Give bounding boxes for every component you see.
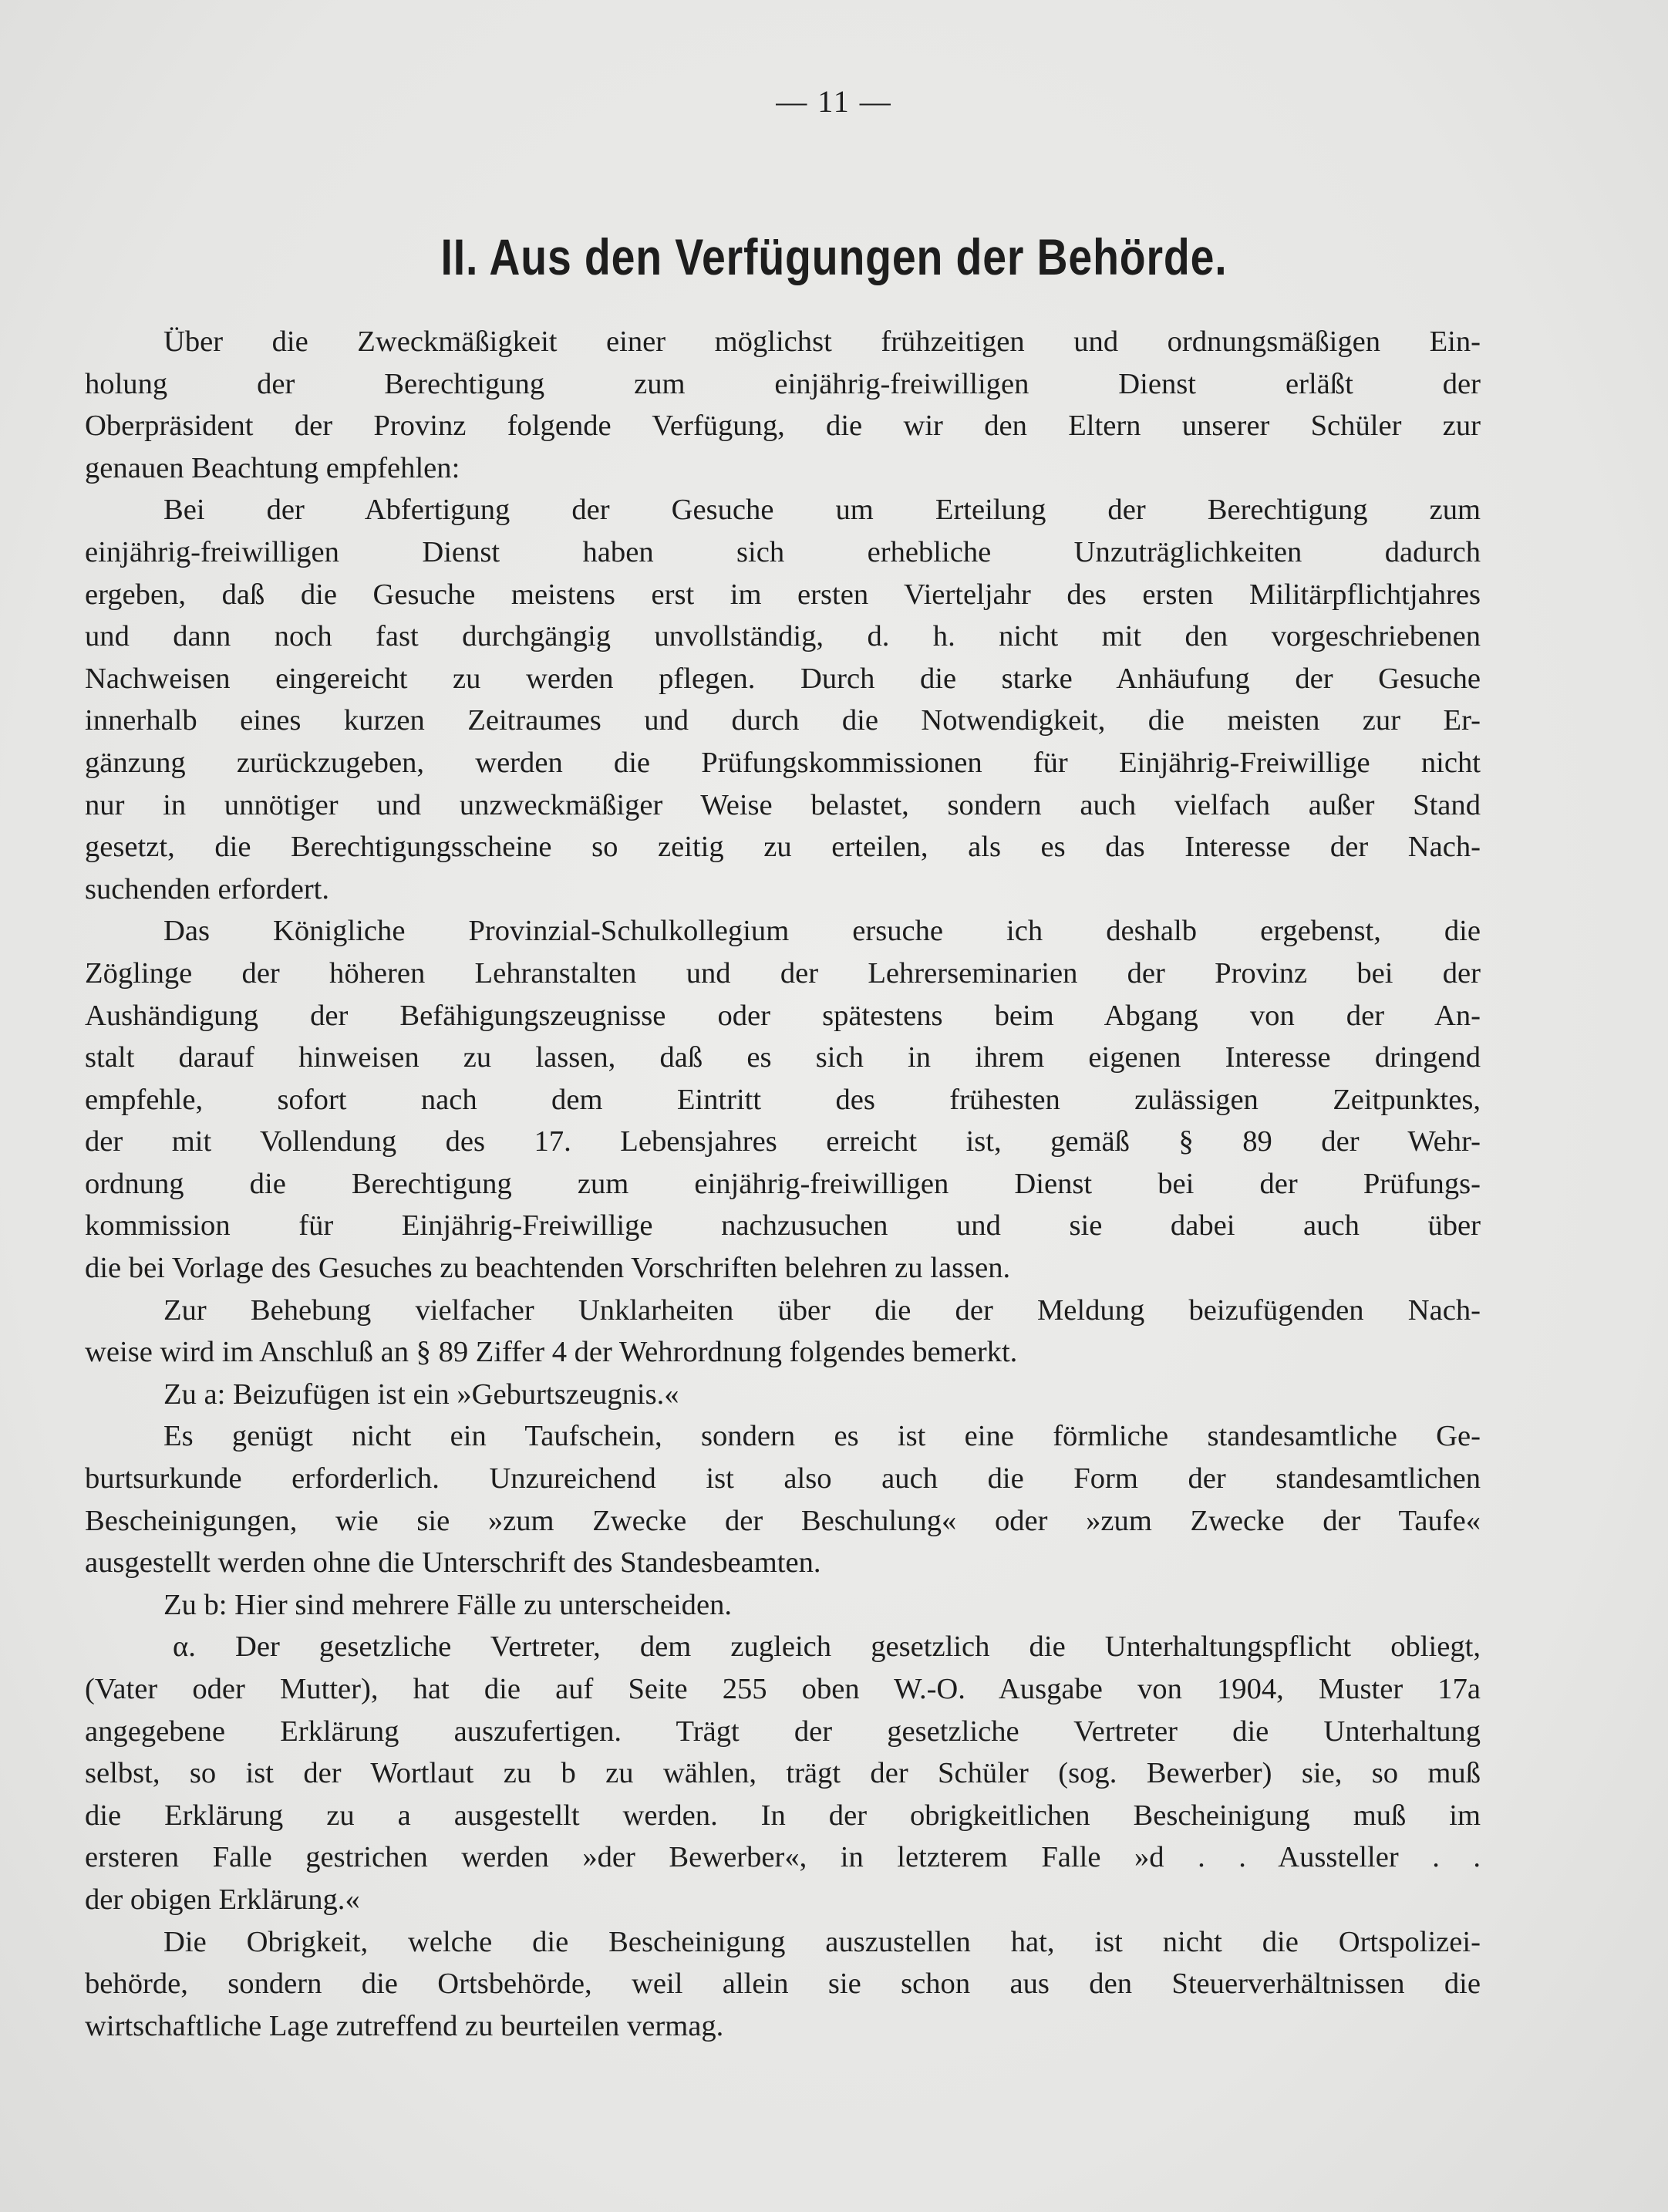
text-line: die Erklärung zu a ausgestellt werden. In der obrigkeitlichen Bescheinigung muß im (85, 1799, 1481, 1832)
text-line: (Vater oder Mutter), hat die auf Seite 255 oben W.-O. Ausgabe von 1904, Muster 17a (85, 1673, 1481, 1705)
text-line: Aushändigung der Befähigungszeugnisse oder spätestens beim Abgang von der An- (85, 999, 1481, 1032)
text-line: selbst, so ist der Wortlaut zu b zu wählen, trägt der Schüler (sog. Bewerber) sie, so muß (85, 1757, 1481, 1790)
text-line: holung der Berechtigung zum einjährig-freiwilligen Dienst erläßt der (85, 367, 1481, 400)
text-line: Nachweisen eingereicht zu werden pflegen. Durch die starke Anhäufung der Gesuche (85, 662, 1481, 695)
text-line: gänzung zurückzugeben, werden die Prüfungskommissionen für Einjährig-Freiwillige nicht (85, 746, 1481, 779)
text-line: suchenden erfordert. (85, 872, 330, 905)
text-line: ordnung die Berechtigung zum einjährig-freiwilligen Dienst bei der Prüfungs- (85, 1167, 1481, 1200)
body-text (85, 321, 1481, 2047)
section-heading: II. Aus den Verfügungen der Behörde. (440, 228, 1228, 285)
text-line: Zöglinge der höheren Lehranstalten und der Lehrerseminarien der Provinz bei der (85, 956, 1481, 990)
text-line: stalt darauf hinweisen zu lassen, daß es sich in ihrem eigenen Interesse dringend (85, 1041, 1481, 1074)
text-line: ergeben, daß die Gesuche meistens erst im ersten Vierteljahr des ersten Militärpflichtjahres (85, 578, 1481, 611)
text-line: gesetzt, die Berechtigungsscheine so zeitig zu erteilen, als es das Interesse der Nach- (85, 831, 1481, 864)
text-line: wirtschaftliche Lage zutreffend zu beurteilen vermag. (85, 2009, 724, 2042)
text-line: Zu b: Hier sind mehrere Fälle zu unterscheiden. (163, 1588, 733, 1621)
text-line: nur in unnötiger und unzweckmäßiger Weise belastet, sondern auch vielfach außer Stand (85, 788, 1481, 821)
text-line: behörde, sondern die Ortsbehörde, weil allein sie schon aus den Steuerverhältnissen die (85, 1968, 1481, 2001)
text-line: angegebene Erklärung auszufertigen. Trägt der gesetzliche Vertreter die Unterhaltung (85, 1715, 1481, 1748)
text-line: Die Obrigkeit, welche die Bescheinigung auszustellen hat, ist nicht die Ortspolizei- (163, 1925, 1481, 1958)
text-line: empfehle, sofort nach dem Eintritt des frühesten zulässigen Zeitpunktes, (85, 1083, 1481, 1116)
text-line: burtsurkunde erforderlich. Unzureichend ist also auch die Form der standesamtlichen (85, 1462, 1481, 1495)
text-line: kommission für Einjährig-Freiwillige nachzusuchen und sie dabei auch über (85, 1209, 1481, 1243)
text-line: ausgestellt werden ohne die Unterschrift des Standesbeamten. (85, 1546, 821, 1580)
text-line: der mit Vollendung des 17. Lebensjahres erreicht ist, gemäß § 89 der Wehr- (85, 1125, 1481, 1158)
text-line: Zur Behebung vielfacher Unklarheiten über die der Meldung beizufügenden Nach- (163, 1293, 1481, 1327)
text-line: einjährig-freiwilligen Dienst haben sich erhebliche Unzuträglichkeiten dadurch (85, 535, 1481, 568)
text-line: innerhalb eines kurzen Zeitraumes und durch die Notwendigkeit, die meisten zur Er- (85, 704, 1481, 737)
page-number: — 11 — (776, 84, 892, 119)
text-line: der obigen Erklärung.« (85, 1883, 360, 1916)
text-line: die bei Vorlage des Gesuches zu beachtenden Vorschriften belehren zu lassen. (85, 1252, 1011, 1285)
text-line: und dann noch fast durchgängig unvollständig, d. h. nicht mit den vorgeschriebenen (85, 620, 1481, 653)
text-line: Das Königliche Provinzial-Schulkollegium ersuche ich deshalb ergebenst, die (163, 915, 1481, 948)
text-line: genauen Beachtung empfehlen: (85, 451, 460, 484)
text-line: Es genügt nicht ein Taufschein, sondern es ist eine förmliche standesamtliche Ge- (163, 1420, 1481, 1453)
text-line: Bei der Abfertigung der Gesuche um Erteilung der Berechtigung zum (163, 494, 1481, 527)
text-line: Oberpräsident der Provinz folgende Verfügung, die wir den Eltern unserer Schüler zur (85, 410, 1481, 443)
text-line: ersteren Falle gestrichen werden »der Bewerber«, in letzterem Falle »d . . Aussteller . . (85, 1841, 1481, 1874)
text-line: α. Der gesetzliche Vertreter, dem zugleich gesetzlich die Unterhaltungspflicht obliegt, (173, 1630, 1481, 1664)
text-line: Bescheinigungen, wie sie »zum Zwecke der Beschulung« oder »zum Zwecke der Taufe« (85, 1504, 1481, 1537)
text-line: Über die Zweckmäßigkeit einer möglichst frühzeitigen und ordnungsmäßigen Ein- (163, 325, 1481, 358)
text-line: weise wird im Anschluß an § 89 Ziffer 4 der Wehrordnung folgendes bemerkt. (85, 1336, 1018, 1369)
text-line: Zu a: Beizufügen ist ein »Geburtszeugnis.« (163, 1377, 679, 1411)
